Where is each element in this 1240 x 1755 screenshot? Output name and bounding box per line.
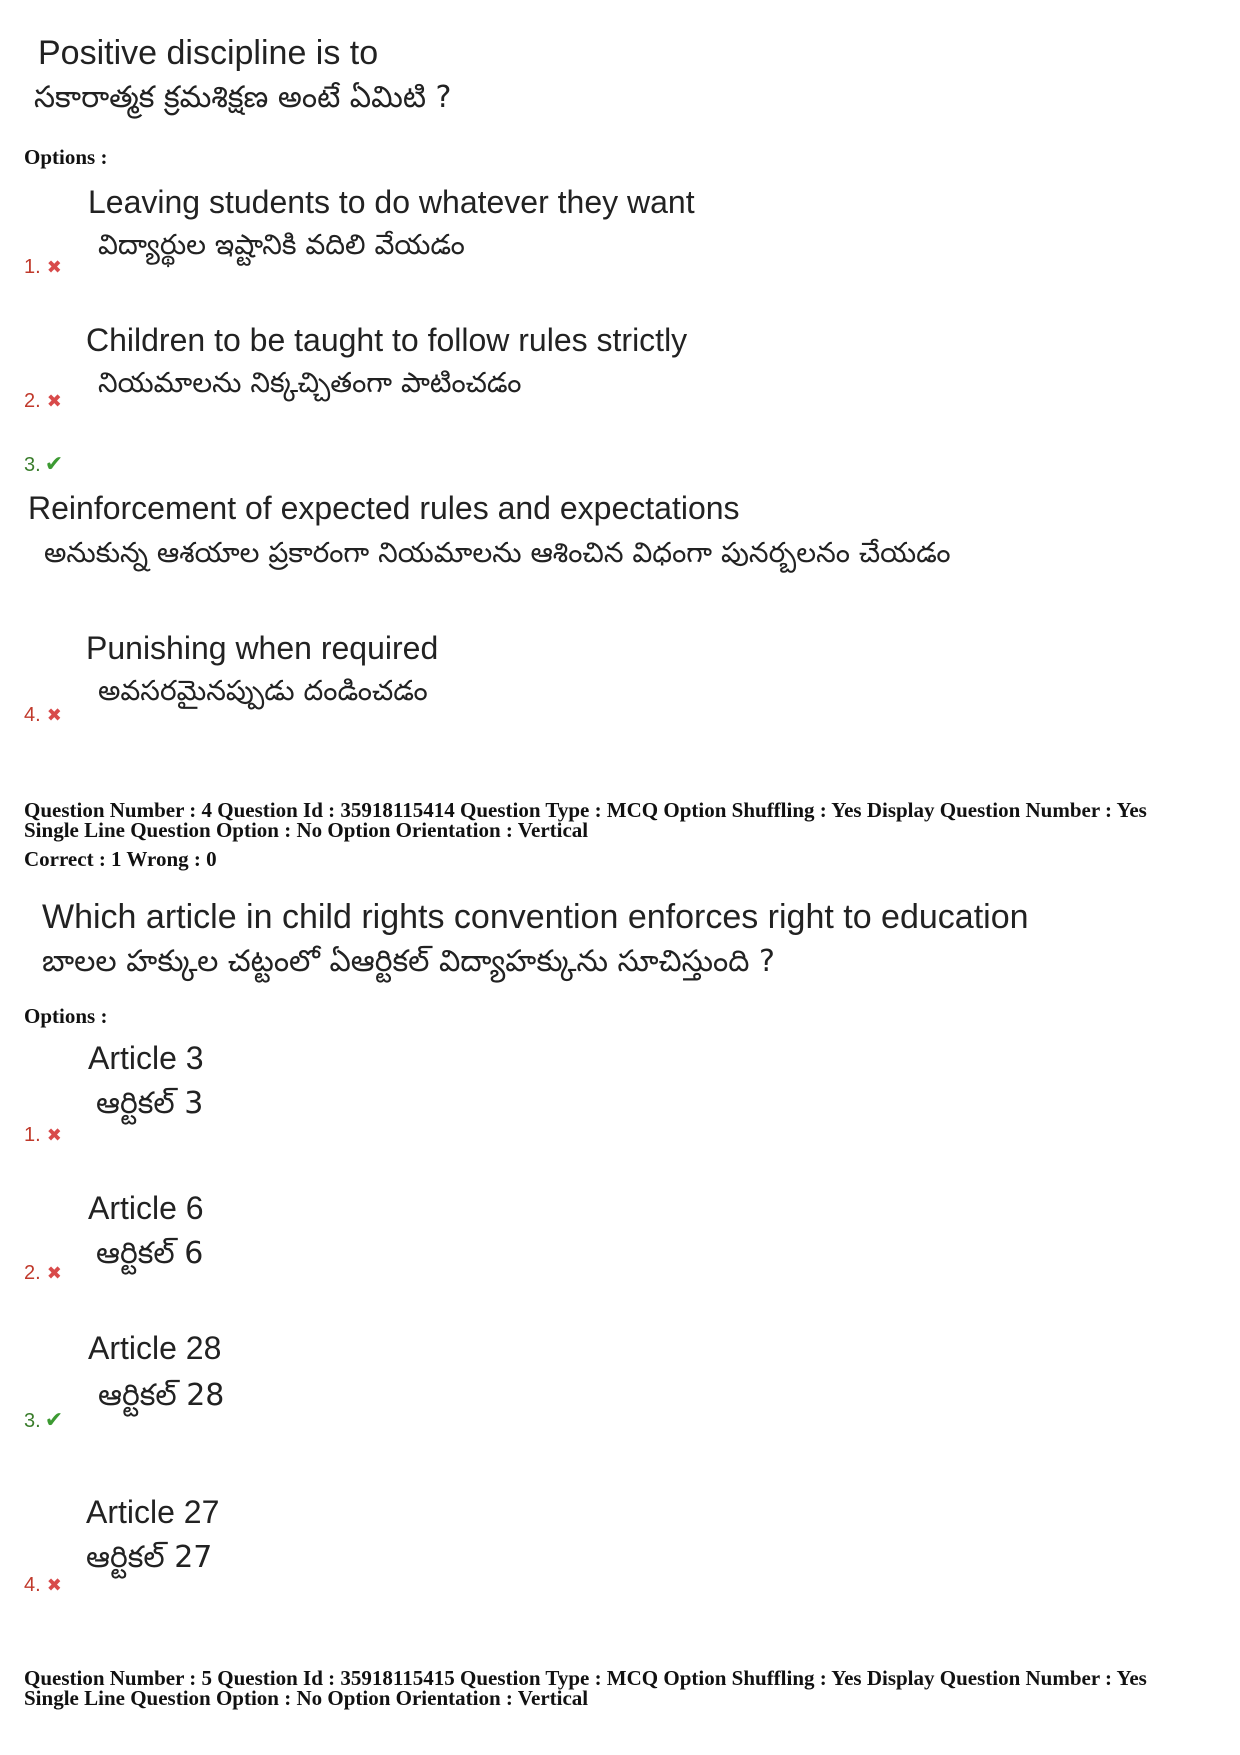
wrong-icon: ✖ (46, 1263, 62, 1284)
q5-meta-line-2: Single Line Question Option : No Option Orientation : Vertical (24, 1686, 589, 1710)
q4-meta-line-2: Single Line Question Option : No Option Orientation : Vertical (24, 818, 589, 842)
q3-option-2-english: Children to be taught to follow rules strictly (86, 322, 688, 358)
q3-option-1-number: 1. (24, 256, 41, 278)
q4-option-1-telugu: ఆర్టికల్ 3 (96, 1086, 204, 1121)
q3-option-3-telugu: అనుకున్న ఆశయాల ప్రకారంగా నియమాలను ఆశించిన విధంగా పునర్బలనం చేయడం (44, 536, 951, 569)
q4-option-1-number: 1. (24, 1124, 41, 1146)
wrong-icon: ✖ (46, 257, 62, 278)
q4-option-3-telugu: ఆర్టికల్ 28 (98, 1378, 225, 1413)
q4-option-4-telugu: ఆర్టికల్ 27 (86, 1540, 213, 1575)
q3-question-english: Positive discipline is to (38, 34, 379, 72)
q3-option-1-telugu: విద్యార్థుల ఇష్టానికి వదిలి వేయడం (98, 228, 465, 261)
q3-option-2-marker (24, 390, 62, 413)
q4-option-4-english: Article 27 (86, 1494, 220, 1530)
q3-option-4-number: 4. (24, 704, 41, 726)
wrong-icon: ✖ (46, 391, 62, 412)
q3-question-telugu: సకారాత్మక క్రమశిక్షణ అంటే ఏమిటి ? (34, 80, 452, 115)
q4-options-label: Options : (24, 1004, 108, 1028)
q3-option-4-telugu: అవసరమైనప్పుడు దండించడం (98, 674, 428, 707)
q3-option-2-number: 2. (24, 390, 41, 412)
q5-meta-line-1: Question Number : 5 Question Id : 35918115415 Question Type : MCQ Option Shuffling : Yes Display Question Number : Yes (24, 1666, 1147, 1690)
q4-option-3-marker (24, 1408, 63, 1433)
q4-meta-line-1: Question Number : 4 Question Id : 35918115414 Question Type : MCQ Option Shuffling : Yes Display Question Number : Yes (24, 798, 1147, 822)
q4-option-4-number: 4. (24, 1574, 41, 1596)
q4-question-telugu: బాలల హక్కుల చట్టంలో ఏఆర్టికల్ విద్యాహక్కును సూచిస్తుంది ? (42, 944, 775, 979)
q4-option-1-marker (24, 1124, 62, 1147)
q3-option-3-number: 3. (24, 454, 41, 476)
q3-option-2-telugu: నియమాలను నిక్కచ్చితంగా పాటించడం (98, 366, 522, 399)
q4-score-line: Correct : 1 Wrong : 0 (24, 847, 217, 871)
wrong-icon: ✖ (46, 705, 62, 726)
q3-option-4-marker (24, 704, 62, 727)
q4-question-english: Which article in child rights convention enforces right to education (42, 898, 1029, 936)
q4-option-3-english: Article 28 (88, 1330, 222, 1366)
q4-option-2-number: 2. (24, 1262, 41, 1284)
wrong-icon: ✖ (46, 1575, 62, 1596)
q3-option-1-english: Leaving students to do whatever they want (88, 184, 695, 220)
wrong-icon: ✖ (46, 1125, 62, 1146)
q3-options-label: Options : (24, 145, 108, 169)
q4-option-4-marker (24, 1574, 62, 1597)
q3-option-1-marker (24, 256, 62, 279)
check-icon: ✔ (44, 452, 64, 477)
q3-option-3-marker (24, 452, 63, 477)
q4-option-2-telugu: ఆర్టికల్ 6 (96, 1236, 204, 1271)
q4-option-1-english: Article 3 (88, 1040, 204, 1076)
q4-option-2-english: Article 6 (88, 1190, 204, 1226)
q3-option-4-english: Punishing when required (86, 630, 439, 666)
check-icon: ✔ (44, 1408, 64, 1433)
q4-option-2-marker (24, 1262, 62, 1285)
q4-option-3-number: 3. (24, 1410, 41, 1432)
q3-option-3-english: Reinforcement of expected rules and expectations (28, 490, 740, 526)
